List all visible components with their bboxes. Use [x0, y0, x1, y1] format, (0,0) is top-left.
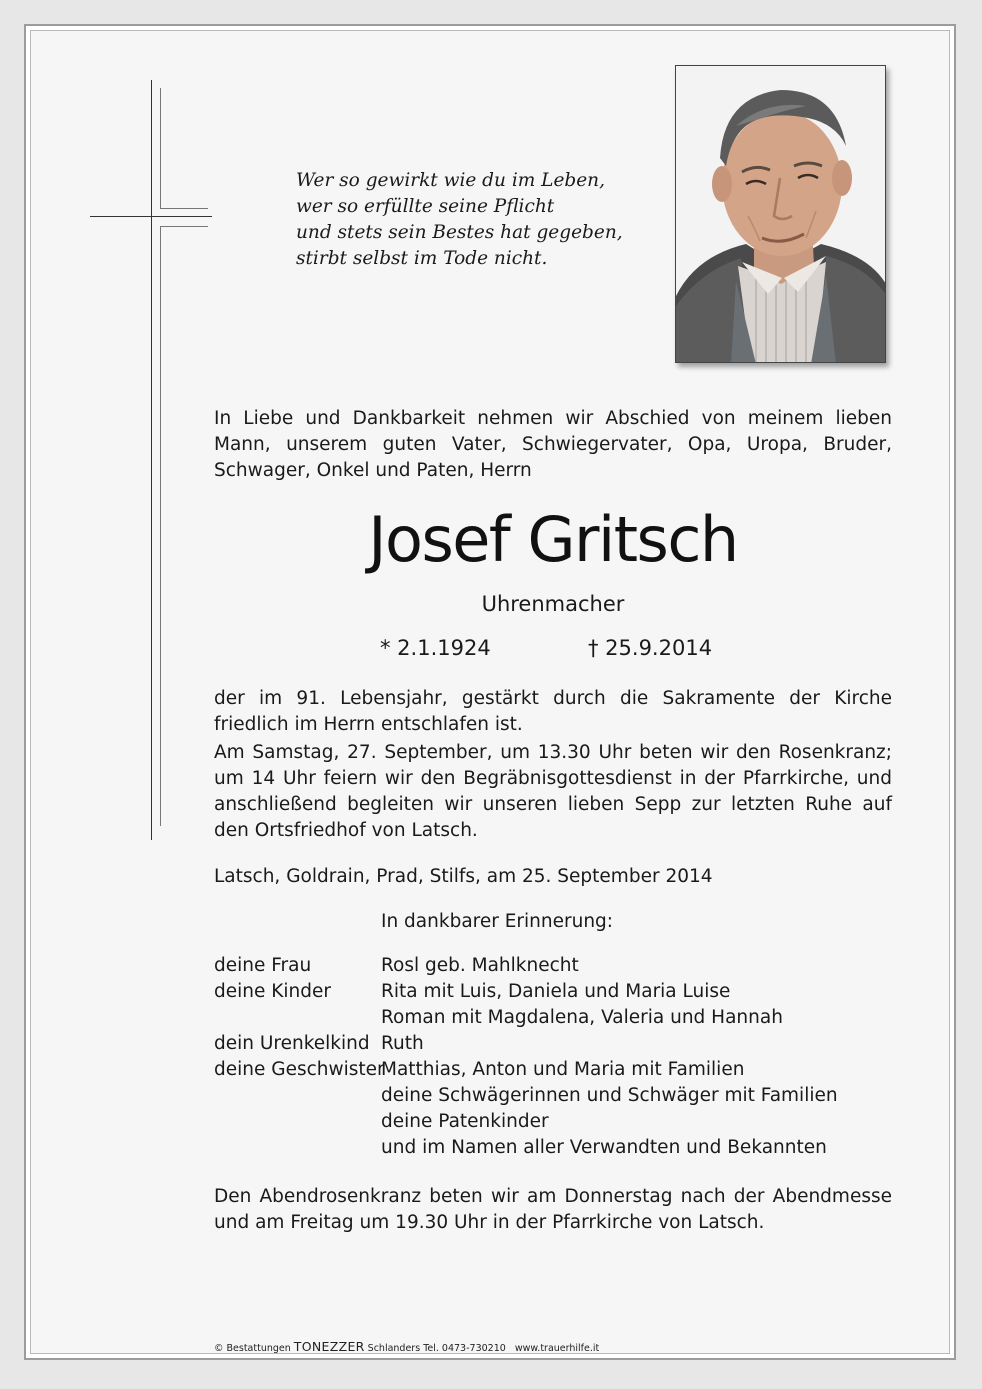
- mourners-list: [214, 953, 892, 1161]
- funeral-details-paragraph: Am Samstag, 27. September, um 13.30 Uhr beten wir den Rosenkranz; um 14 Uhr feiern wir den Begräbnisgottesdienst in der Pfarrkirche, und anschließend begleiten wir unseren lieben Sepp zur letzten Ruhe auf den Ortsfriedhof von Latsch.: [214, 742, 892, 841]
- deceased-name: Josef Gritsch: [368, 503, 738, 576]
- mourner-row: [214, 953, 892, 979]
- quote-line: Wer so gewirkt wie du im Leben,: [296, 170, 605, 191]
- mourner-names: und im Namen aller Verwandten und Bekannten: [381, 1137, 827, 1158]
- cross-vertical-line-lower: [160, 226, 161, 826]
- mourner-relation: deine Frau: [214, 955, 312, 976]
- rosary-announcement: Den Abendrosenkranz beten wir am Donnerstag nach der Abendmesse und am Freitag um 19.30 Uhr in der Pfarrkirche von Latsch.: [214, 1186, 892, 1233]
- footer-brand: TONEZZER: [293, 1339, 365, 1354]
- mourner-names: deine Patenkinder: [381, 1111, 549, 1132]
- birth-date: * 2.1.1924: [380, 636, 491, 660]
- quote-line: und stets sein Bestes hat gegeben,: [296, 222, 623, 243]
- mourner-row: [214, 1005, 892, 1031]
- place-and-date: Latsch, Goldrain, Prad, Stilfs, am 25. September 2014: [214, 866, 713, 887]
- mourner-row: [214, 1031, 892, 1057]
- mourner-names: Roman mit Magdalena, Valeria und Hannah: [381, 1007, 783, 1028]
- footer-website-link[interactable]: www.trauerhilfe.it: [514, 1343, 600, 1354]
- memorial-quote: [296, 168, 626, 272]
- mourner-relation: deine Geschwister: [214, 1059, 385, 1080]
- mourner-names: deine Schwägerinnen und Schwäger mit Familien: [381, 1085, 838, 1106]
- footer-phone: Tel. 0473-730210: [423, 1343, 506, 1354]
- mourner-row: [214, 1083, 892, 1109]
- portrait-photo: [675, 65, 886, 363]
- passing-paragraph: der im 91. Lebensjahr, gestärkt durch die Sakramente der Kirche friedlich im Herrn entschlafen ist.: [214, 688, 892, 735]
- mourner-relation: dein Urenkelkind: [214, 1033, 370, 1054]
- mourner-row: [214, 1135, 892, 1161]
- footer-town: Schlanders: [367, 1343, 421, 1354]
- cross-vertical-line-upper: [160, 88, 161, 208]
- quote-line: stirbt selbst im Tode nicht.: [296, 248, 548, 269]
- footer-prefix: © Bestattungen: [214, 1343, 291, 1354]
- mourner-names: Rita mit Luis, Daniela und Maria Luise: [381, 981, 731, 1002]
- deceased-profession: Uhrenmacher: [481, 592, 625, 616]
- cross-horizontal-line-upper: [160, 208, 208, 209]
- gratitude-heading: In dankbarer Erinnerung:: [381, 911, 614, 932]
- cross-vertical-line: [151, 80, 152, 840]
- mourner-names: Ruth: [381, 1033, 424, 1054]
- mourner-names: Matthias, Anton und Maria mit Familien: [381, 1059, 745, 1080]
- mourner-names: Rosl geb. Mahlknecht: [381, 955, 579, 976]
- funeral-home-footer: [214, 1340, 599, 1356]
- cross-horizontal-line: [90, 216, 212, 217]
- intro-paragraph: In Liebe und Dankbarkeit nehmen wir Abschied von meinem lieben Mann, unserem guten Vater, Schwiegervater, Opa, Uropa, Bruder, Schwager, Onkel und Paten, Herrn: [214, 408, 892, 481]
- mourner-row: [214, 1057, 892, 1083]
- mourner-row: [214, 979, 892, 1005]
- mourner-relation: deine Kinder: [214, 981, 331, 1002]
- cross-horizontal-line-lower: [160, 226, 208, 227]
- quote-line: wer so erfüllte seine Pflicht: [296, 196, 555, 217]
- portrait-illustration: [676, 66, 886, 363]
- mourner-row: [214, 1109, 892, 1135]
- death-date: † 25.9.2014: [588, 636, 713, 660]
